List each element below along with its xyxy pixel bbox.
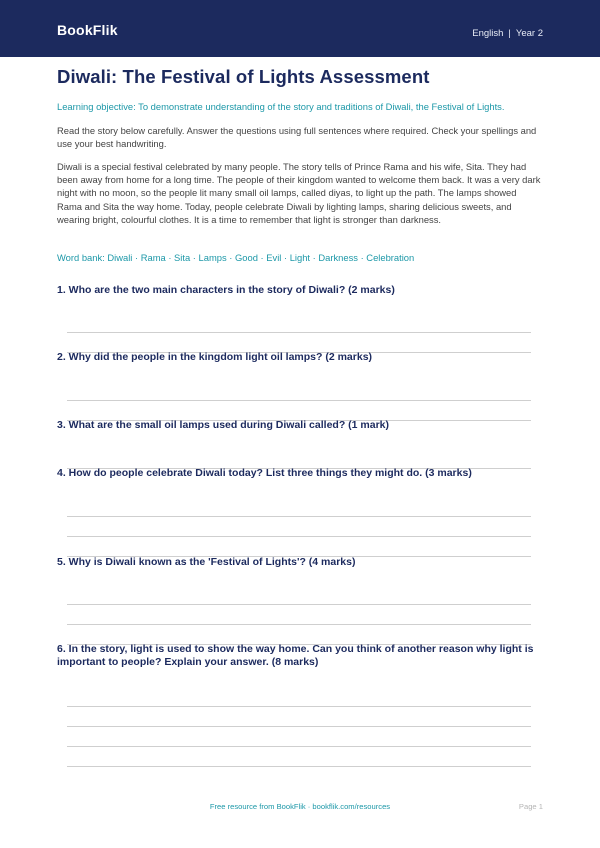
answer-line-2a[interactable] xyxy=(67,400,531,401)
answer-line-6b[interactable] xyxy=(67,726,531,727)
answer-line-5a[interactable] xyxy=(67,604,531,605)
answer-line-6a[interactable] xyxy=(67,706,531,707)
page-title: Diwali: The Festival of Lights Assessment xyxy=(57,66,430,87)
header-bar xyxy=(0,0,600,57)
meta-separator: | xyxy=(508,28,511,39)
learning-objective: Learning objective: To demonstrate understanding of the story and traditions of Diwali, the Festival of Lights. xyxy=(57,101,505,112)
answer-line-6c[interactable] xyxy=(67,746,531,747)
year-label: Year 2 xyxy=(515,28,543,39)
subject-label: English xyxy=(472,28,504,39)
question-3: 3. What are the small oil lamps used during Diwali called? (1 mark) xyxy=(57,419,390,431)
answer-line-5b[interactable] xyxy=(67,624,531,625)
answer-line-4b[interactable] xyxy=(67,536,531,537)
page-number: Page 1 xyxy=(518,802,543,811)
question-5: 5. Why is Diwali known as the 'Festival of Lights'? (4 marks) xyxy=(57,556,356,568)
question-1: 1. Who are the two main characters in the story of Diwali? (2 marks) xyxy=(57,284,395,296)
answer-line-1a[interactable] xyxy=(67,332,531,333)
question-2: 2. Why did the people in the kingdom light oil lamps? (2 marks) xyxy=(57,351,373,363)
question-4: 4. How do people celebrate Diwali today? List three things they might do. (3 marks) xyxy=(57,467,472,479)
header-meta xyxy=(472,28,543,39)
footer-credit[interactable]: Free resource from BookFlik · bookflik.com/resources xyxy=(209,802,391,811)
story-text: Diwali is a special festival celebrated by many people. The story tells of Prince Rama and his wife, Sita. They had been away from home for a long time. The people of their kingdom wanted to welcome them back. It was a very dark night with no moon, so the people lit many small oil lamps, called diyas, to light up the path. The lamps showed Rama and Sita the way home. Today, people celebrate Diwali by lighting lamps, sharing delicious sweets, and wearing bright, colourful clothes. It is a time to remember that light is stronger than darkness. xyxy=(57,161,541,225)
word-bank: Word bank: Diwali · Rama · Sita · Lamps · Good · Evil · Light · Darkness · Celebration xyxy=(57,252,415,263)
question-6: 6. In the story, light is used to show the way home. Can you think of another reason why light is important to people? Explain your answer. (8 marks) xyxy=(57,643,534,669)
answer-line-6d[interactable] xyxy=(67,766,531,767)
brand-logo[interactable]: BookFlik xyxy=(57,22,118,38)
instructions-text: Read the story below carefully. Answer the questions using full sentences where required. Check your spellings and use your best handwriting. xyxy=(57,125,537,150)
answer-line-4a[interactable] xyxy=(67,516,531,517)
